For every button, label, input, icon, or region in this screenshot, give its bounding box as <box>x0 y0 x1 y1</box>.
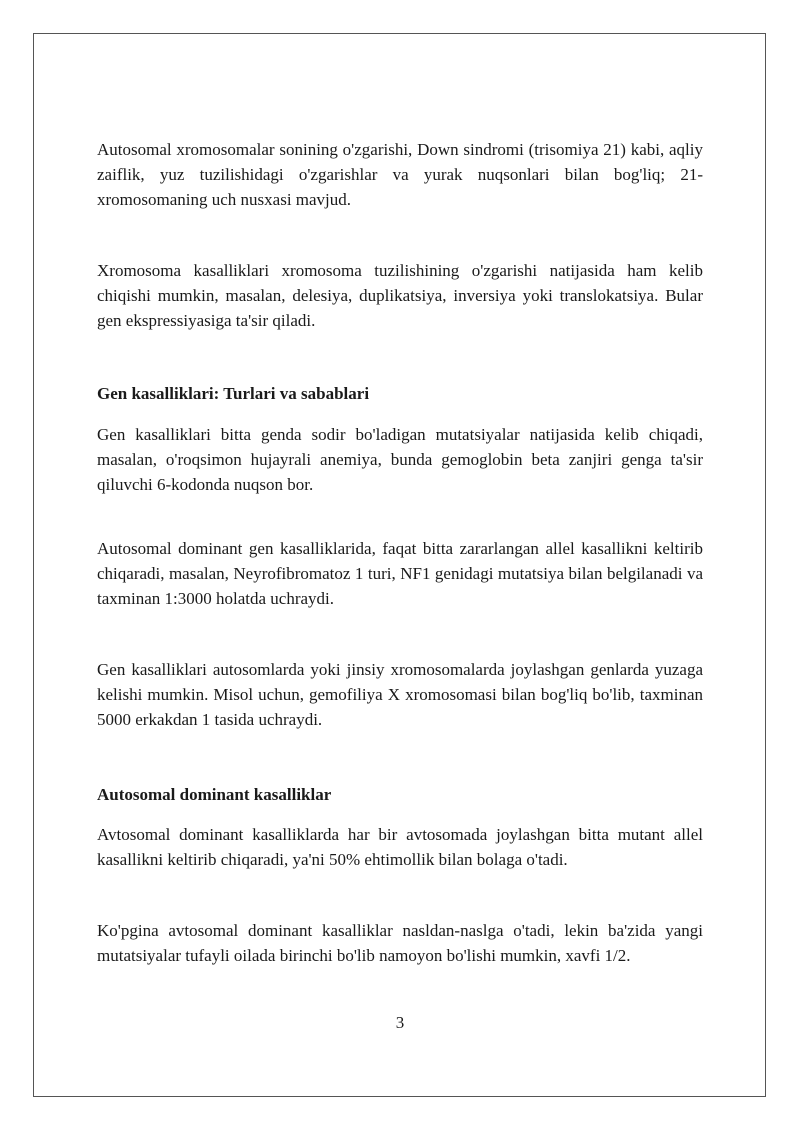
paragraph-hemophilia: Gen kasalliklari autosomlarda yoki jinsiy xromosomalarda joylashgan genlarda yuzaga kelishi mumkin. Misol uchun, gemofiliya X xromosomasi bilan bog'liq bo'lib, taxminan 5000 erkakdan 1 tasida uchraydi. <box>97 660 703 729</box>
paragraph-sickle-cell: Gen kasalliklari bitta genda sodir bo'ladigan mutatsiyalar natijasida kelib chiqadi, masalan, o'roqsimon hujayrali anemiya, bunda gemoglobin beta zanjiri genga ta'sir qiluvchi 6-kodonda nuqson bor. <box>97 425 703 494</box>
paragraph-down-syndrome: Autosomal xromosomalar sonining o'zgarishi, Down sindromi (trisomiya 21) kabi, aqliy zaiflik, yuz tuzilishidagi o'zgarishlar va yurak nuqsonlari bilan bog'liq; 21-xromosomaning uch nusxasi mavjud. <box>97 140 703 209</box>
heading-autosomal-dominant: Autosomal dominant kasalliklar <box>97 785 332 804</box>
paragraph-mutant-allele: Avtosomal dominant kasalliklarda har bir avtosomada joylashgan bitta mutant allel kasallikni keltirib chiqaradi, ya'ni 50% ehtimollik bilan bolaga o'tadi. <box>97 825 703 869</box>
paragraph-neurofibromatosis: Autosomal dominant gen kasalliklarida, faqat bitta zararlangan allel kasallikni keltirib chiqaradi, masalan, Neyrofibromatoz 1 turi, NF1 genidagi mutatsiya bilan belgilanadi va taxminan 1:3000 holatda uchraydi. <box>97 539 703 608</box>
paragraph-chromosome-structure: Xromosoma kasalliklari xromosoma tuzilishining o'zgarishi natijasida ham kelib chiqishi mumkin, masalan, delesiya, duplikatsiya, inversiya yoki translokatsiya. Bular gen ekspressiyasiga ta'sir qiladi. <box>97 261 703 330</box>
paragraph-new-mutations: Ko'pgina avtosomal dominant kasalliklar nasldan-naslga o'tadi, lekin ba'zida yangi mutatsiyalar tufayli oilada birinchi bo'lib namoyon bo'lishi mumkin, xavfi 1/2. <box>97 921 703 965</box>
heading-gene-diseases: Gen kasalliklari: Turlari va sabablari <box>97 384 370 403</box>
page-number: 3 <box>395 1013 405 1032</box>
